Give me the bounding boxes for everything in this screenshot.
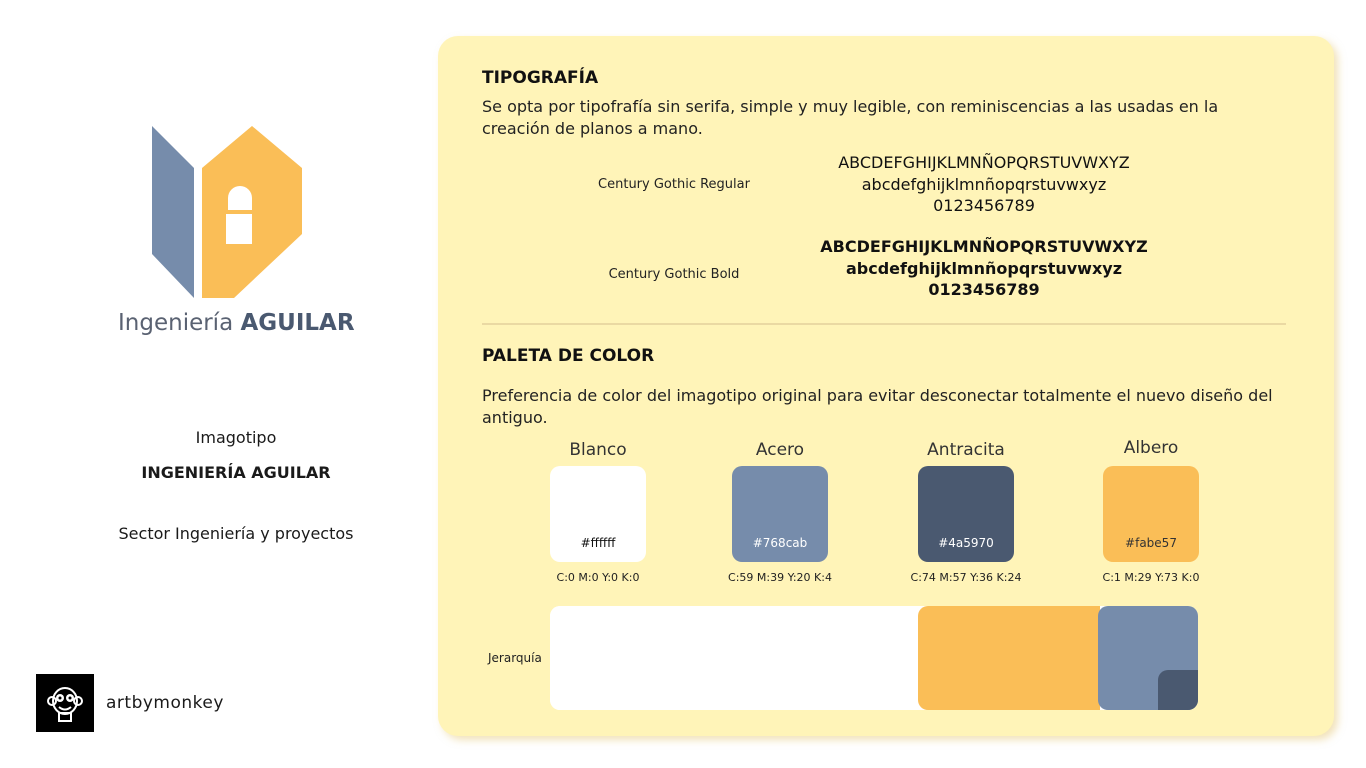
artbymonkey-text: artbymonkey — [106, 693, 224, 713]
font-bold-sample: ABCDEFGHIJKLMNÑOPQRSTUVWXYZ abcdefghijklmnñopqrstuvwxyz 0123456789 — [820, 237, 1148, 299]
swatch-hex: #ffffff — [580, 536, 616, 550]
typography-body: Se opta por tipofrafía sin serifa, simple y muy legible, con reminiscencias a las usadas en la creación de planos a mano. — [482, 97, 1219, 138]
hierarchy-segment-acero — [1098, 606, 1198, 710]
swatch-blanco — [550, 466, 646, 562]
swatch-cmyk-albero: C:1 M:29 Y:73 K:0 — [1102, 571, 1200, 584]
swatch-antracita — [918, 466, 1014, 562]
hierarchy-bar — [550, 606, 1198, 710]
swatch-name-albero: Albero — [1123, 438, 1179, 458]
swatch-hex: #768cab — [752, 536, 808, 550]
palette-title: PALETA DE COLOR — [482, 346, 655, 366]
font-regular-sample: ABCDEFGHIJKLMNÑOPQRSTUVWXYZ abcdefghijklmnñopqrstuvwxyz 0123456789 — [838, 153, 1130, 215]
hierarchy-segment-albero — [918, 606, 1100, 710]
swatch-cmyk-antracita: C:74 M:57 Y:36 K:24 — [910, 571, 1022, 584]
brand-panel — [438, 36, 1334, 736]
swatch-name-antracita: Antracita — [927, 440, 1005, 460]
swatch-name-acero: Acero — [755, 440, 805, 460]
swatch-acero — [732, 466, 828, 562]
brand-name: INGENIERÍA AGUILAR — [141, 463, 331, 482]
section-divider — [482, 323, 1286, 325]
hierarchy-segment-antracita — [1158, 670, 1198, 710]
logo-wordmark: Ingeniería AGUILAR — [118, 310, 355, 336]
swatch-albero — [1103, 466, 1199, 562]
hierarchy-segment-blanco — [550, 606, 918, 710]
swatch-hex: #fabe57 — [1125, 536, 1177, 550]
swatch-cmyk-blanco: C:0 M:0 Y:0 K:0 — [556, 571, 640, 584]
sector-label: Sector Ingeniería y proyectos — [118, 524, 354, 543]
logo — [118, 118, 358, 348]
hierarchy-label: Jerarquía — [488, 651, 542, 665]
imagotipo-label: Imagotipo — [195, 428, 277, 447]
typography-title: TIPOGRAFÍA — [482, 68, 599, 88]
swatch-cmyk-acero: C:59 M:39 Y:20 K:4 — [728, 571, 832, 584]
palette-body: Preferencia de color del imagotipo original para evitar desconectar totalmente el nuevo diseño del antiguo. — [482, 386, 1273, 427]
logo-mark-icon — [148, 124, 308, 304]
font-bold-label: Century Gothic Bold — [608, 267, 740, 282]
font-regular-label: Century Gothic Regular — [598, 177, 750, 192]
swatch-hex: #4a5970 — [938, 536, 994, 550]
artbymonkey-logo — [36, 674, 224, 732]
monkey-icon — [36, 674, 94, 732]
swatch-name-blanco: Blanco — [569, 440, 627, 460]
